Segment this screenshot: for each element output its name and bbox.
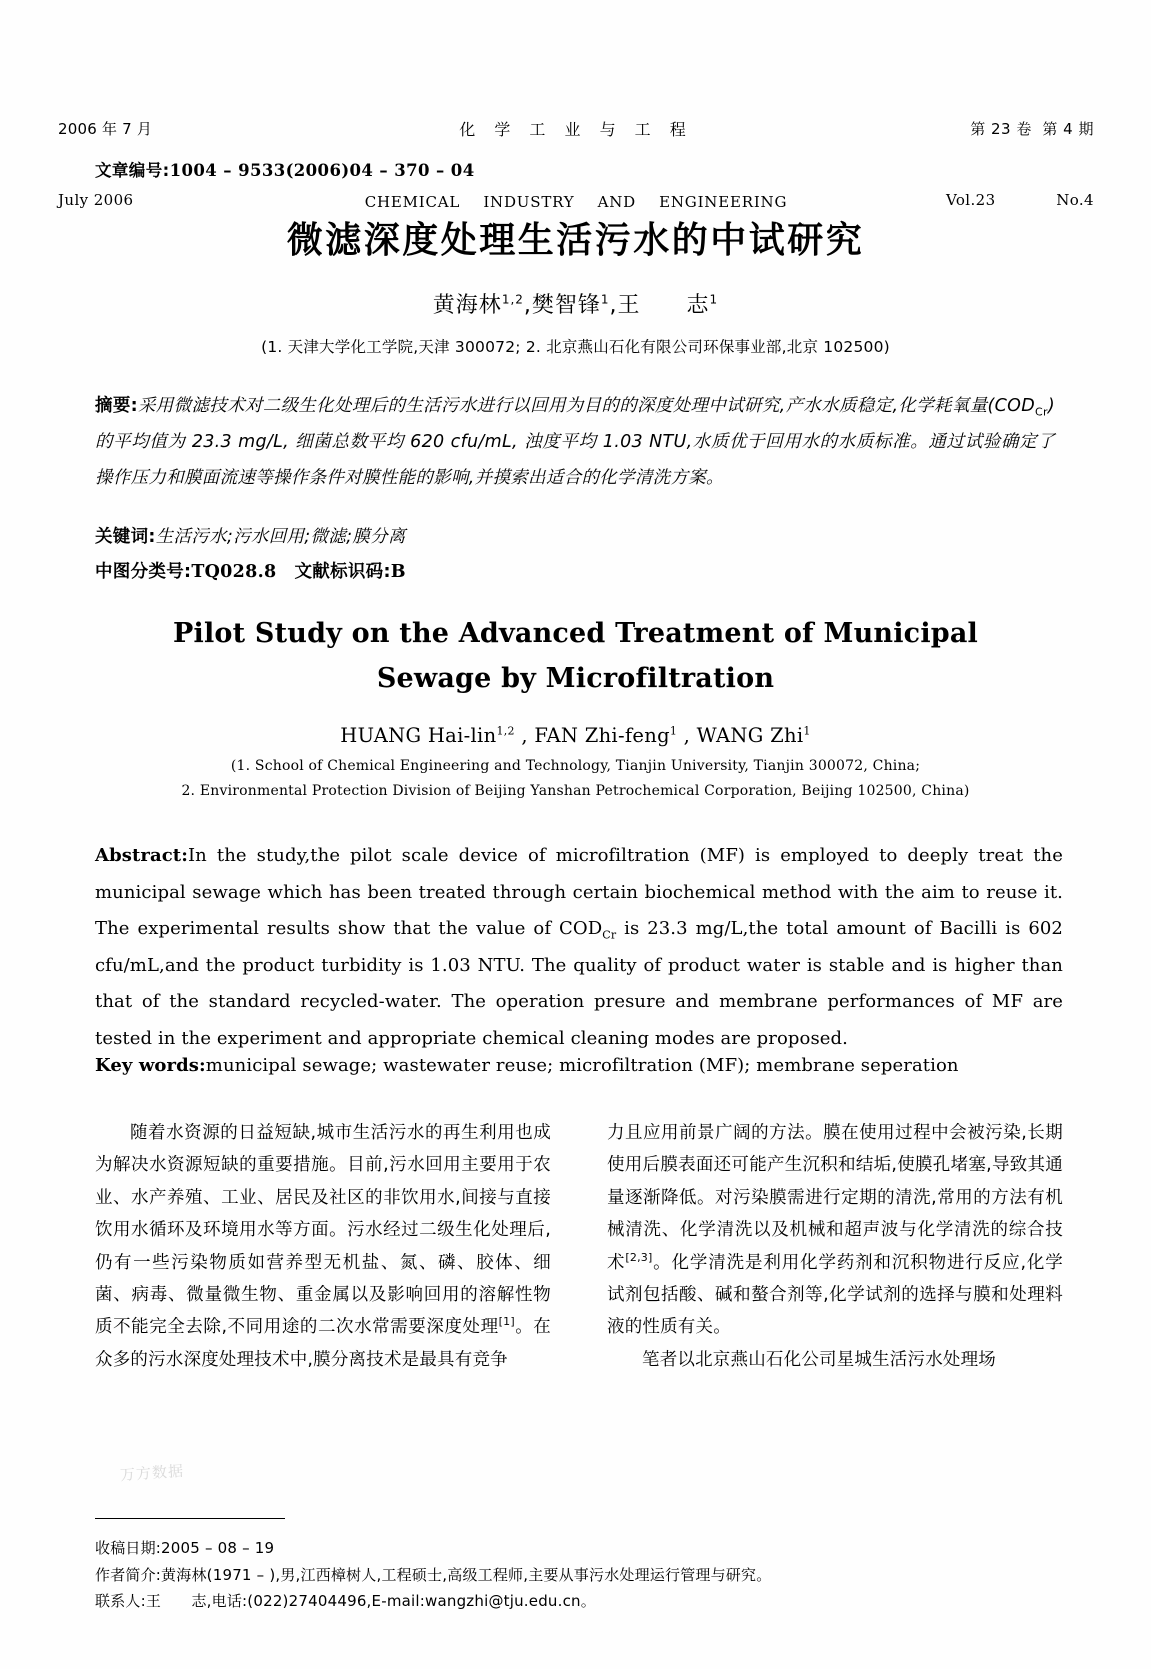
abstract-text-english: In the study,the pilot scale device of microfiltration (MF) is employed to deeply treat the municipal sewage which has been treated through certain biochemical method with the aim to reuse it. The experimental results show that the value of $COD_{Cr}$ is 23.3 mg/L,the total amount of Bacilli is 602 cfu/mL,and the product turbidity is 1.03 NTU. The quality of product water is stable and is higher than that of the standard recycled-water. The operation presure and membrane performances of MF are tested in the experiment and appropriate chemical cleaning modes are proposed.: [95, 845, 1063, 1049]
volume-issue-english: Vol.23 No.4: [945, 191, 1094, 210]
keywords-text-chinese: 生活污水;污水回用;微滤;膜分离: [155, 527, 406, 547]
body-columns: [95, 1117, 1063, 1376]
footnote-author-bio: 作者简介:黄海林(1971 – ),男,江西樟树人,工程硕士,高级工程师,主要从事污水处理运行管理与研究。: [95, 1565, 772, 1584]
body-paragraph: 笔者以北京燕山石化公司星城生活污水处理场: [642, 1349, 996, 1370]
authors-chinese: 黄海林$^{1,2}$,樊智锋$^1$,王 志$^1$: [432, 292, 719, 318]
affiliation-english-1: (1. School of Chemical Engineering and Technology, Tianjin University, Tianjin 300072, China;: [230, 758, 921, 774]
abstract-label-english: Abstract:: [95, 845, 188, 866]
article-number-value: 1004 – 9533(2006)04 – 370 – 04: [169, 161, 475, 180]
abstract-english: [95, 838, 1063, 1057]
body-column-left: [95, 1117, 551, 1376]
issue-date-chinese: 2006 年 7 月: [58, 120, 153, 139]
body-paragraph: 力且应用前景广阔的方法。膜在使用过程中会被污染,长期使用后膜表面还可能产生沉积和结垢,使膜孔堵塞,导致其通量逐渐降低。对污染膜需进行定期的清洗,常用的方法有机械清洗、化学清洗以及机械和超声波与化学清洗的综合技术[2,3]。化学清洗是利用化学药剂和沉积物进行反应,化学试剂包括酸、碱和螯合剂等,化学试剂的选择与膜和处理料液的性质有关。: [607, 1123, 1063, 1338]
abstract-text-chinese: 采用微滤技术对二级生化处理后的生活污水进行以回用为目的的深度处理中试研究,产水水质稳定,化学耗氧量$(COD_{Cr})$的平均值为 23.3 mg/L, 细菌总数平均 620 cfu/mL, 浊度平均 1.03 NTU,水质优于回用水的水质标准。通过试验确定了操作压力和膜面流速等操作条件对膜性能的影响,并摸索出适合的化学清洗方案。: [95, 396, 1055, 489]
body-column-right: [607, 1117, 1063, 1376]
page-title-english-line2: Sewage by Microfiltration: [376, 662, 775, 694]
issue-date-english: July 2006: [58, 191, 134, 210]
page-title-english-line1: Pilot Study on the Advanced Treatment of Municipal: [172, 618, 979, 649]
keywords-text-english: municipal sewage; wastewater reuse; microfiltration (MF); membrane seperation: [205, 1055, 959, 1076]
affiliation-chinese: (1. 天津大学化工学院,天津 300072; 2. 北京燕山石化有限公司环保事业部,北京 102500): [261, 338, 890, 356]
page-title-chinese: 微滤深度处理生活污水的中试研究: [286, 220, 865, 261]
scan-watermark: 万方数据: [119, 1461, 185, 1485]
footnote-received-date: 收稿日期:2005 – 08 – 19: [95, 1539, 275, 1557]
clc-label: 中图分类号:: [95, 562, 192, 582]
keywords-label-english: Key words:: [95, 1055, 206, 1076]
clc-value: TQ028.8: [191, 562, 277, 582]
article-number-label: 文章编号:: [95, 161, 170, 180]
page-title-english: [0, 612, 1151, 701]
footnote-divider: [95, 1518, 285, 1519]
keywords-english: [95, 1055, 1063, 1076]
journal-name-chinese: 化 学 工 业 与 工 程: [459, 120, 693, 140]
affiliation-english-2: 2. Environmental Protection Division of Beijing Yanshan Petrochemical Corporation, Beijing 102500, China): [181, 783, 970, 799]
abstract-chinese: [95, 388, 1055, 496]
body-paragraph: 随着水资源的日益短缺,城市生活污水的再生利用也成为解决水资源短缺的重要措施。目前,污水回用主要用于农业、水产养殖、工业、居民及社区的非饮用水,间接与直接饮用水循环及环境用水等方面。污水经过二级生化处理后,仍有一些污染物质如营养型无机盐、氮、磷、胶体、细菌、病毒、微量微生物、重金属以及影响回用的溶解性物质不能完全去除,不同用途的二次水常需要深度处理[1]。在众多的污水深度处理技术中,膜分离技术是最具有竞争: [95, 1123, 551, 1370]
abstract-label-chinese: 摘要:: [95, 396, 138, 416]
keywords-label-chinese: 关键词:: [95, 527, 156, 547]
footnotes: [95, 1535, 1063, 1615]
footnote-contact: 联系人:王 志,电话:(022)27404496,E-mail:wangzhi@tju.edu.cn。: [95, 1592, 596, 1611]
article-number: [95, 157, 475, 181]
journal-name-english: CHEMICAL INDUSTRY AND ENGINEERING: [364, 192, 788, 211]
keywords-chinese: [95, 523, 406, 548]
volume-issue-chinese: 第 23 卷 第 4 期: [970, 120, 1094, 139]
document-code-label: 文献标识码:: [294, 562, 391, 582]
authors-english: HUANG Hai-lin$^{1,2}$ , FAN Zhi-feng$^1$ , WANG Zhi$^1$: [340, 724, 811, 747]
classification-line: [95, 558, 406, 583]
document-code-value: B: [390, 562, 406, 582]
